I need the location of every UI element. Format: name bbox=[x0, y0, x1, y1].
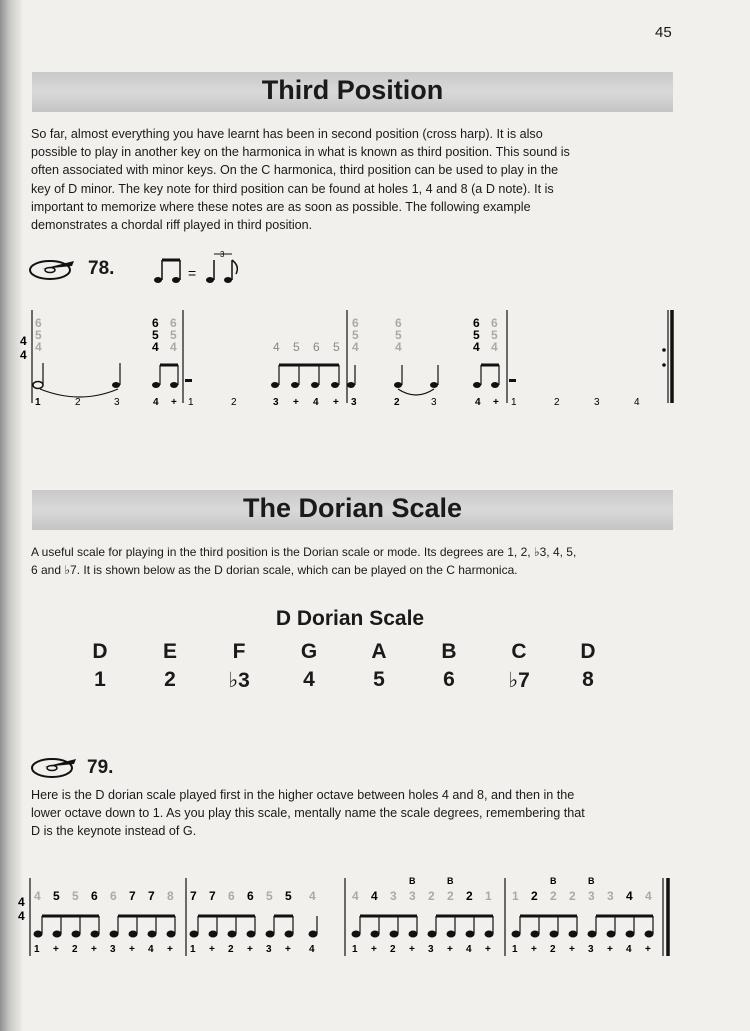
tab-note: 6 bbox=[228, 889, 235, 903]
count: 3 bbox=[588, 944, 594, 955]
note-head bbox=[167, 931, 175, 937]
paragraph-line: often associated with minor keys. On the C harmonica, third position can be used to play in the bbox=[31, 163, 559, 178]
time-sig-top: 4 bbox=[20, 334, 27, 348]
example-number: 79. bbox=[87, 757, 114, 778]
note-head bbox=[72, 931, 80, 937]
note-head bbox=[447, 931, 455, 937]
count: 3 bbox=[110, 944, 116, 955]
count: 4 bbox=[626, 944, 632, 955]
bend-mark: B bbox=[447, 876, 454, 886]
count: + bbox=[447, 944, 453, 955]
count: 1 bbox=[190, 944, 196, 955]
chord-note: 5 bbox=[152, 328, 159, 342]
section-header-dorian-scale bbox=[32, 490, 673, 530]
chord-note: 5 bbox=[491, 328, 498, 342]
count: 1 bbox=[352, 944, 358, 955]
scale-degree: 4 bbox=[303, 668, 315, 691]
section-title: Third Position bbox=[261, 75, 444, 105]
count: + bbox=[409, 944, 415, 955]
tab-note: 2 bbox=[569, 889, 576, 903]
section-header-third-position bbox=[32, 72, 673, 112]
note-head bbox=[309, 931, 317, 937]
chord-note: 4 bbox=[473, 340, 480, 354]
tab-note: 1 bbox=[512, 889, 519, 903]
tab-note: 7 bbox=[190, 889, 197, 903]
count: 2 bbox=[550, 944, 556, 955]
triplet-mark: 3 bbox=[220, 250, 225, 259]
count: 2 bbox=[72, 944, 78, 955]
count: 3 bbox=[594, 397, 600, 408]
count: 2 bbox=[554, 397, 560, 408]
time-sig-bottom: 4 bbox=[18, 909, 25, 923]
tab-note: 2 bbox=[466, 889, 473, 903]
count: + bbox=[91, 944, 97, 955]
note-head bbox=[485, 931, 493, 937]
tab-note: 4 bbox=[309, 889, 316, 903]
scale-note: C bbox=[511, 640, 527, 663]
chord-note: 4 bbox=[395, 340, 402, 354]
tab-note: 5 bbox=[333, 340, 340, 354]
count: 3 bbox=[273, 397, 279, 408]
chord-note: 6 bbox=[395, 316, 402, 330]
note-head bbox=[409, 931, 417, 937]
count: 4 bbox=[148, 944, 154, 955]
third-position-paragraph bbox=[31, 125, 673, 234]
count: + bbox=[285, 944, 291, 955]
scale-note: F bbox=[232, 640, 246, 663]
scale-degree: ♭7 bbox=[508, 669, 530, 692]
count: + bbox=[645, 944, 651, 955]
note-head bbox=[247, 931, 255, 937]
count: + bbox=[209, 944, 215, 955]
tab-note: 3 bbox=[409, 889, 416, 903]
note-head bbox=[53, 931, 61, 937]
scale-degree: 6 bbox=[443, 668, 455, 691]
count: + bbox=[569, 944, 575, 955]
tab-note: 5 bbox=[72, 889, 79, 903]
scale-note: B bbox=[441, 640, 457, 663]
example-number: 78. bbox=[88, 258, 115, 279]
count: 3 bbox=[431, 397, 437, 408]
equals-sign: = bbox=[188, 265, 197, 281]
count: 2 bbox=[394, 397, 400, 408]
count: 4 bbox=[309, 944, 315, 955]
scale-degree: 8 bbox=[582, 668, 594, 691]
bend-mark: B bbox=[588, 876, 595, 886]
scale-degree: 1 bbox=[94, 668, 106, 691]
swing-rhythm-key bbox=[150, 250, 260, 288]
tab-note: 5 bbox=[53, 889, 60, 903]
count: + bbox=[493, 397, 499, 408]
scale-note: A bbox=[371, 640, 387, 663]
paragraph-line: key of D minor. The key note for third position can be found at holes 1, 4 and 8 (a D note). It is bbox=[31, 181, 554, 196]
count: 2 bbox=[231, 397, 237, 408]
count: 3 bbox=[114, 397, 120, 408]
note-head bbox=[91, 931, 99, 937]
chord-note: 6 bbox=[491, 316, 498, 330]
note-head bbox=[512, 931, 520, 937]
note-head bbox=[266, 931, 274, 937]
chord-note: 5 bbox=[473, 328, 480, 342]
tab-note: 6 bbox=[110, 889, 117, 903]
note-head bbox=[428, 931, 436, 937]
scale-note: E bbox=[162, 640, 177, 663]
count: 4 bbox=[466, 944, 472, 955]
count: 3 bbox=[266, 944, 272, 955]
chord-note: 5 bbox=[35, 328, 42, 342]
count: 2 bbox=[390, 944, 396, 955]
count: + bbox=[607, 944, 613, 955]
count: 4 bbox=[313, 397, 319, 408]
note-head bbox=[34, 931, 42, 937]
tab-note: 2 bbox=[550, 889, 557, 903]
paragraph-line: demonstrates a chordal riff played in third position. bbox=[31, 218, 313, 233]
cd-icon bbox=[28, 257, 78, 281]
chord-note: 4 bbox=[35, 340, 42, 354]
tab-note: 3 bbox=[588, 889, 595, 903]
count: 1 bbox=[511, 397, 517, 408]
note-head bbox=[285, 931, 293, 937]
count: + bbox=[531, 944, 537, 955]
chord-note: 6 bbox=[152, 316, 159, 330]
chord-note: 4 bbox=[152, 340, 159, 354]
tab-note: 2 bbox=[447, 889, 454, 903]
tab-note: 5 bbox=[293, 340, 300, 354]
scale-note: G bbox=[300, 640, 318, 663]
count: 1 bbox=[35, 397, 41, 408]
count: + bbox=[333, 397, 339, 408]
tab-note: 3 bbox=[607, 889, 614, 903]
tab-note: 4 bbox=[273, 340, 280, 354]
page-number: 45 bbox=[655, 24, 672, 41]
chord-note: 4 bbox=[170, 340, 177, 354]
note-head bbox=[371, 931, 379, 937]
note-head bbox=[588, 931, 596, 937]
note-head bbox=[569, 931, 577, 937]
chord-note: 6 bbox=[473, 316, 480, 330]
paragraph-line: 6 and ♭7. It is shown below as the D dorian scale, which can be played on the C harmonica. bbox=[31, 563, 518, 578]
chord-note: 5 bbox=[395, 328, 402, 342]
paragraph-line: A useful scale for playing in the third position is the Dorian scale or mode. Its degrees are 1, 2, ♭3, 4, 5, bbox=[31, 545, 577, 559]
tab-note: 6 bbox=[247, 889, 254, 903]
count: 4 bbox=[475, 397, 481, 408]
tab-note: 4 bbox=[371, 889, 378, 903]
tab-note: 4 bbox=[626, 889, 633, 903]
example-79-paragraph bbox=[31, 786, 673, 841]
note-head bbox=[550, 931, 558, 937]
scale-degree: 5 bbox=[373, 668, 385, 691]
note-head bbox=[466, 931, 474, 937]
note-head bbox=[390, 931, 398, 937]
count: 4 bbox=[634, 397, 640, 408]
dorian-paragraph bbox=[31, 543, 673, 579]
bend-mark: B bbox=[550, 876, 557, 886]
paragraph-line: lower octave down to 1. As you play this scale, mentally name the scale degrees, remembering that bbox=[31, 806, 585, 821]
chord-note: 4 bbox=[491, 340, 498, 354]
scale-note: D bbox=[92, 640, 108, 663]
section-title: The Dorian Scale bbox=[242, 493, 463, 523]
note-head bbox=[110, 931, 118, 937]
tab-note: 6 bbox=[313, 340, 320, 354]
tab-note: 7 bbox=[129, 889, 136, 903]
count: 2 bbox=[75, 397, 81, 408]
paragraph-line: Here is the D dorian scale played first in the higher octave between holes 4 and 8, and then in the bbox=[31, 788, 575, 802]
tab-note: 2 bbox=[428, 889, 435, 903]
chord-note: 4 bbox=[352, 340, 359, 354]
chord-note: 6 bbox=[35, 316, 42, 330]
count: + bbox=[247, 944, 253, 955]
example-78-tab bbox=[18, 305, 688, 415]
tab-note: 5 bbox=[285, 889, 292, 903]
chord-note: 6 bbox=[170, 316, 177, 330]
note-head bbox=[607, 931, 615, 937]
note-head bbox=[531, 931, 539, 937]
tab-note: 6 bbox=[91, 889, 98, 903]
count: + bbox=[129, 944, 135, 955]
note-head bbox=[148, 931, 156, 937]
count: 4 bbox=[153, 397, 159, 408]
paragraph-line: D is the keynote instead of G. bbox=[31, 824, 197, 839]
note-head bbox=[626, 931, 634, 937]
paragraph-line: important to memorize where these notes are as soon as possible. The following example bbox=[31, 199, 531, 214]
scale-degree: ♭3 bbox=[228, 669, 250, 692]
example-79-tab bbox=[18, 868, 678, 963]
note-head bbox=[228, 931, 236, 937]
paragraph-line: possible to play in another key on the harmonica in what is known as third position. This sound is bbox=[31, 145, 570, 160]
tab-note: 4 bbox=[645, 889, 652, 903]
tab-note: 1 bbox=[485, 889, 492, 903]
count: + bbox=[171, 397, 177, 408]
tab-note: 5 bbox=[266, 889, 273, 903]
tab-note: 3 bbox=[390, 889, 397, 903]
count: + bbox=[167, 944, 173, 955]
scale-note: D bbox=[580, 640, 596, 663]
chord-note: 5 bbox=[170, 328, 177, 342]
note-head bbox=[129, 931, 137, 937]
paragraph-line: So far, almost everything you have learnt has been in second position (cross harp). It is also bbox=[31, 127, 543, 141]
note-head bbox=[190, 931, 198, 937]
count: 1 bbox=[34, 944, 40, 955]
scale-degree: 2 bbox=[164, 668, 176, 691]
tab-note: 4 bbox=[352, 889, 359, 903]
chord-note: 5 bbox=[352, 328, 359, 342]
count: 1 bbox=[512, 944, 518, 955]
count: 3 bbox=[428, 944, 434, 955]
count: 2 bbox=[228, 944, 234, 955]
scale-title: D Dorian Scale bbox=[275, 607, 425, 630]
tab-note: 7 bbox=[209, 889, 216, 903]
count: 3 bbox=[351, 397, 357, 408]
tab-note: 4 bbox=[34, 889, 41, 903]
count: + bbox=[485, 944, 491, 955]
time-sig-top: 4 bbox=[18, 895, 25, 909]
count: + bbox=[53, 944, 59, 955]
tab-note: 7 bbox=[148, 889, 155, 903]
tab-note: 8 bbox=[167, 889, 174, 903]
count: 1 bbox=[188, 397, 194, 408]
time-sig-bottom: 4 bbox=[20, 348, 27, 362]
count: + bbox=[371, 944, 377, 955]
chord-note: 6 bbox=[352, 316, 359, 330]
tab-note: 2 bbox=[531, 889, 538, 903]
bend-mark: B bbox=[409, 876, 416, 886]
note-head bbox=[352, 931, 360, 937]
note-head bbox=[209, 931, 217, 937]
cd-icon bbox=[30, 755, 80, 779]
count: + bbox=[293, 397, 299, 408]
note-head bbox=[645, 931, 653, 937]
